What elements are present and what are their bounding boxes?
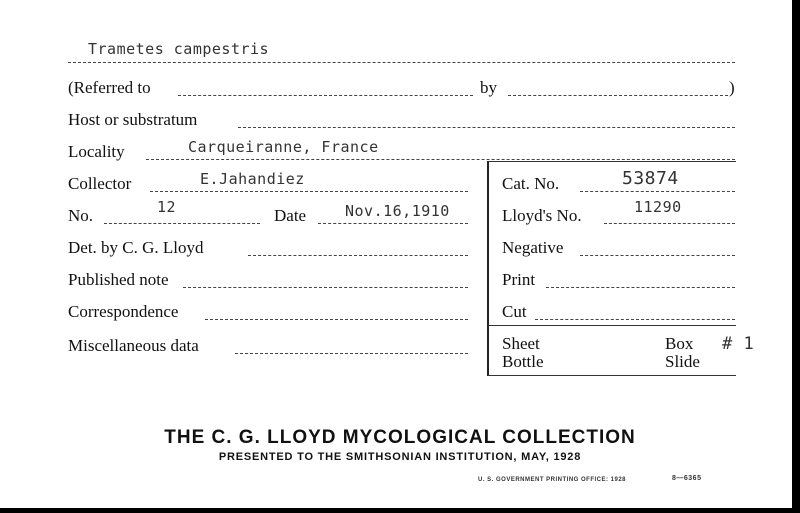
cat-line[interactable] bbox=[580, 191, 735, 192]
published-label: Published note bbox=[68, 270, 169, 289]
print-line[interactable] bbox=[546, 287, 735, 288]
species-name: Trametes campestris bbox=[88, 40, 270, 58]
misc-label: Miscellaneous data bbox=[68, 336, 199, 355]
print-label: Print bbox=[502, 270, 536, 289]
box-value: # 1 bbox=[722, 334, 755, 354]
cat-label: Cat. No. bbox=[502, 174, 560, 193]
misc-line[interactable] bbox=[235, 353, 468, 354]
correspondence-label: Correspondence bbox=[68, 302, 179, 321]
by-label: by bbox=[480, 78, 497, 97]
collector-value: E.Jahandiez bbox=[200, 170, 305, 188]
footer-subtitle: PRESENTED TO THE SMITHSONIAN INSTITUTION, MAY, 1928 bbox=[218, 451, 582, 463]
collector-line[interactable] bbox=[150, 191, 468, 192]
right-panel-bottom-line bbox=[488, 375, 736, 376]
lloyds-value: 11290 bbox=[634, 198, 682, 216]
locality-line[interactable] bbox=[146, 159, 735, 160]
host-line[interactable] bbox=[238, 127, 735, 128]
number-label: No. bbox=[68, 206, 94, 225]
right-panel-top-line bbox=[488, 161, 736, 162]
det-label: Det. by C. G. Lloyd bbox=[68, 238, 204, 257]
locality-value: Carqueiranne, France bbox=[188, 138, 379, 156]
det-line[interactable] bbox=[248, 255, 468, 256]
negative-line[interactable] bbox=[580, 255, 735, 256]
referred-to-label: (Referred to bbox=[68, 78, 151, 97]
bottle-label: Bottle bbox=[502, 352, 544, 371]
cut-label: Cut bbox=[502, 302, 527, 321]
by-line[interactable] bbox=[508, 95, 728, 96]
footer-title: THE C. G. LLOYD MYCOLOGICAL COLLECTION bbox=[164, 427, 636, 448]
printing-office-note: U. S. GOVERNMENT PRINTING OFFICE: 1928 bbox=[478, 477, 627, 483]
date-label: Date bbox=[274, 206, 307, 225]
form-number: 8—6365 bbox=[672, 475, 702, 482]
date-line[interactable] bbox=[318, 223, 468, 224]
number-line[interactable] bbox=[104, 223, 260, 224]
cut-line[interactable] bbox=[535, 319, 735, 320]
slide-label: Slide bbox=[665, 352, 700, 371]
locality-label: Locality bbox=[68, 142, 125, 161]
sheet-label: Sheet bbox=[502, 334, 540, 353]
right-panel-divider bbox=[487, 161, 489, 376]
cat-value: 53874 bbox=[622, 168, 679, 189]
host-label: Host or substratum bbox=[68, 110, 198, 129]
published-line[interactable] bbox=[183, 287, 468, 288]
number-value: 12 bbox=[157, 198, 177, 216]
lloyds-line[interactable] bbox=[604, 223, 735, 224]
referred-to-line[interactable] bbox=[178, 95, 473, 96]
date-value: Nov.16,1910 bbox=[345, 202, 450, 220]
species-line bbox=[68, 62, 735, 63]
correspondence-line[interactable] bbox=[205, 319, 468, 320]
collector-label: Collector bbox=[68, 174, 132, 193]
negative-label: Negative bbox=[502, 238, 564, 257]
scan-edge-bottom bbox=[0, 508, 800, 513]
right-panel-lower-line bbox=[488, 325, 736, 326]
box-label: Box bbox=[665, 334, 694, 353]
lloyds-label: Lloyd's No. bbox=[502, 206, 582, 225]
referred-close-paren: ) bbox=[729, 78, 735, 97]
